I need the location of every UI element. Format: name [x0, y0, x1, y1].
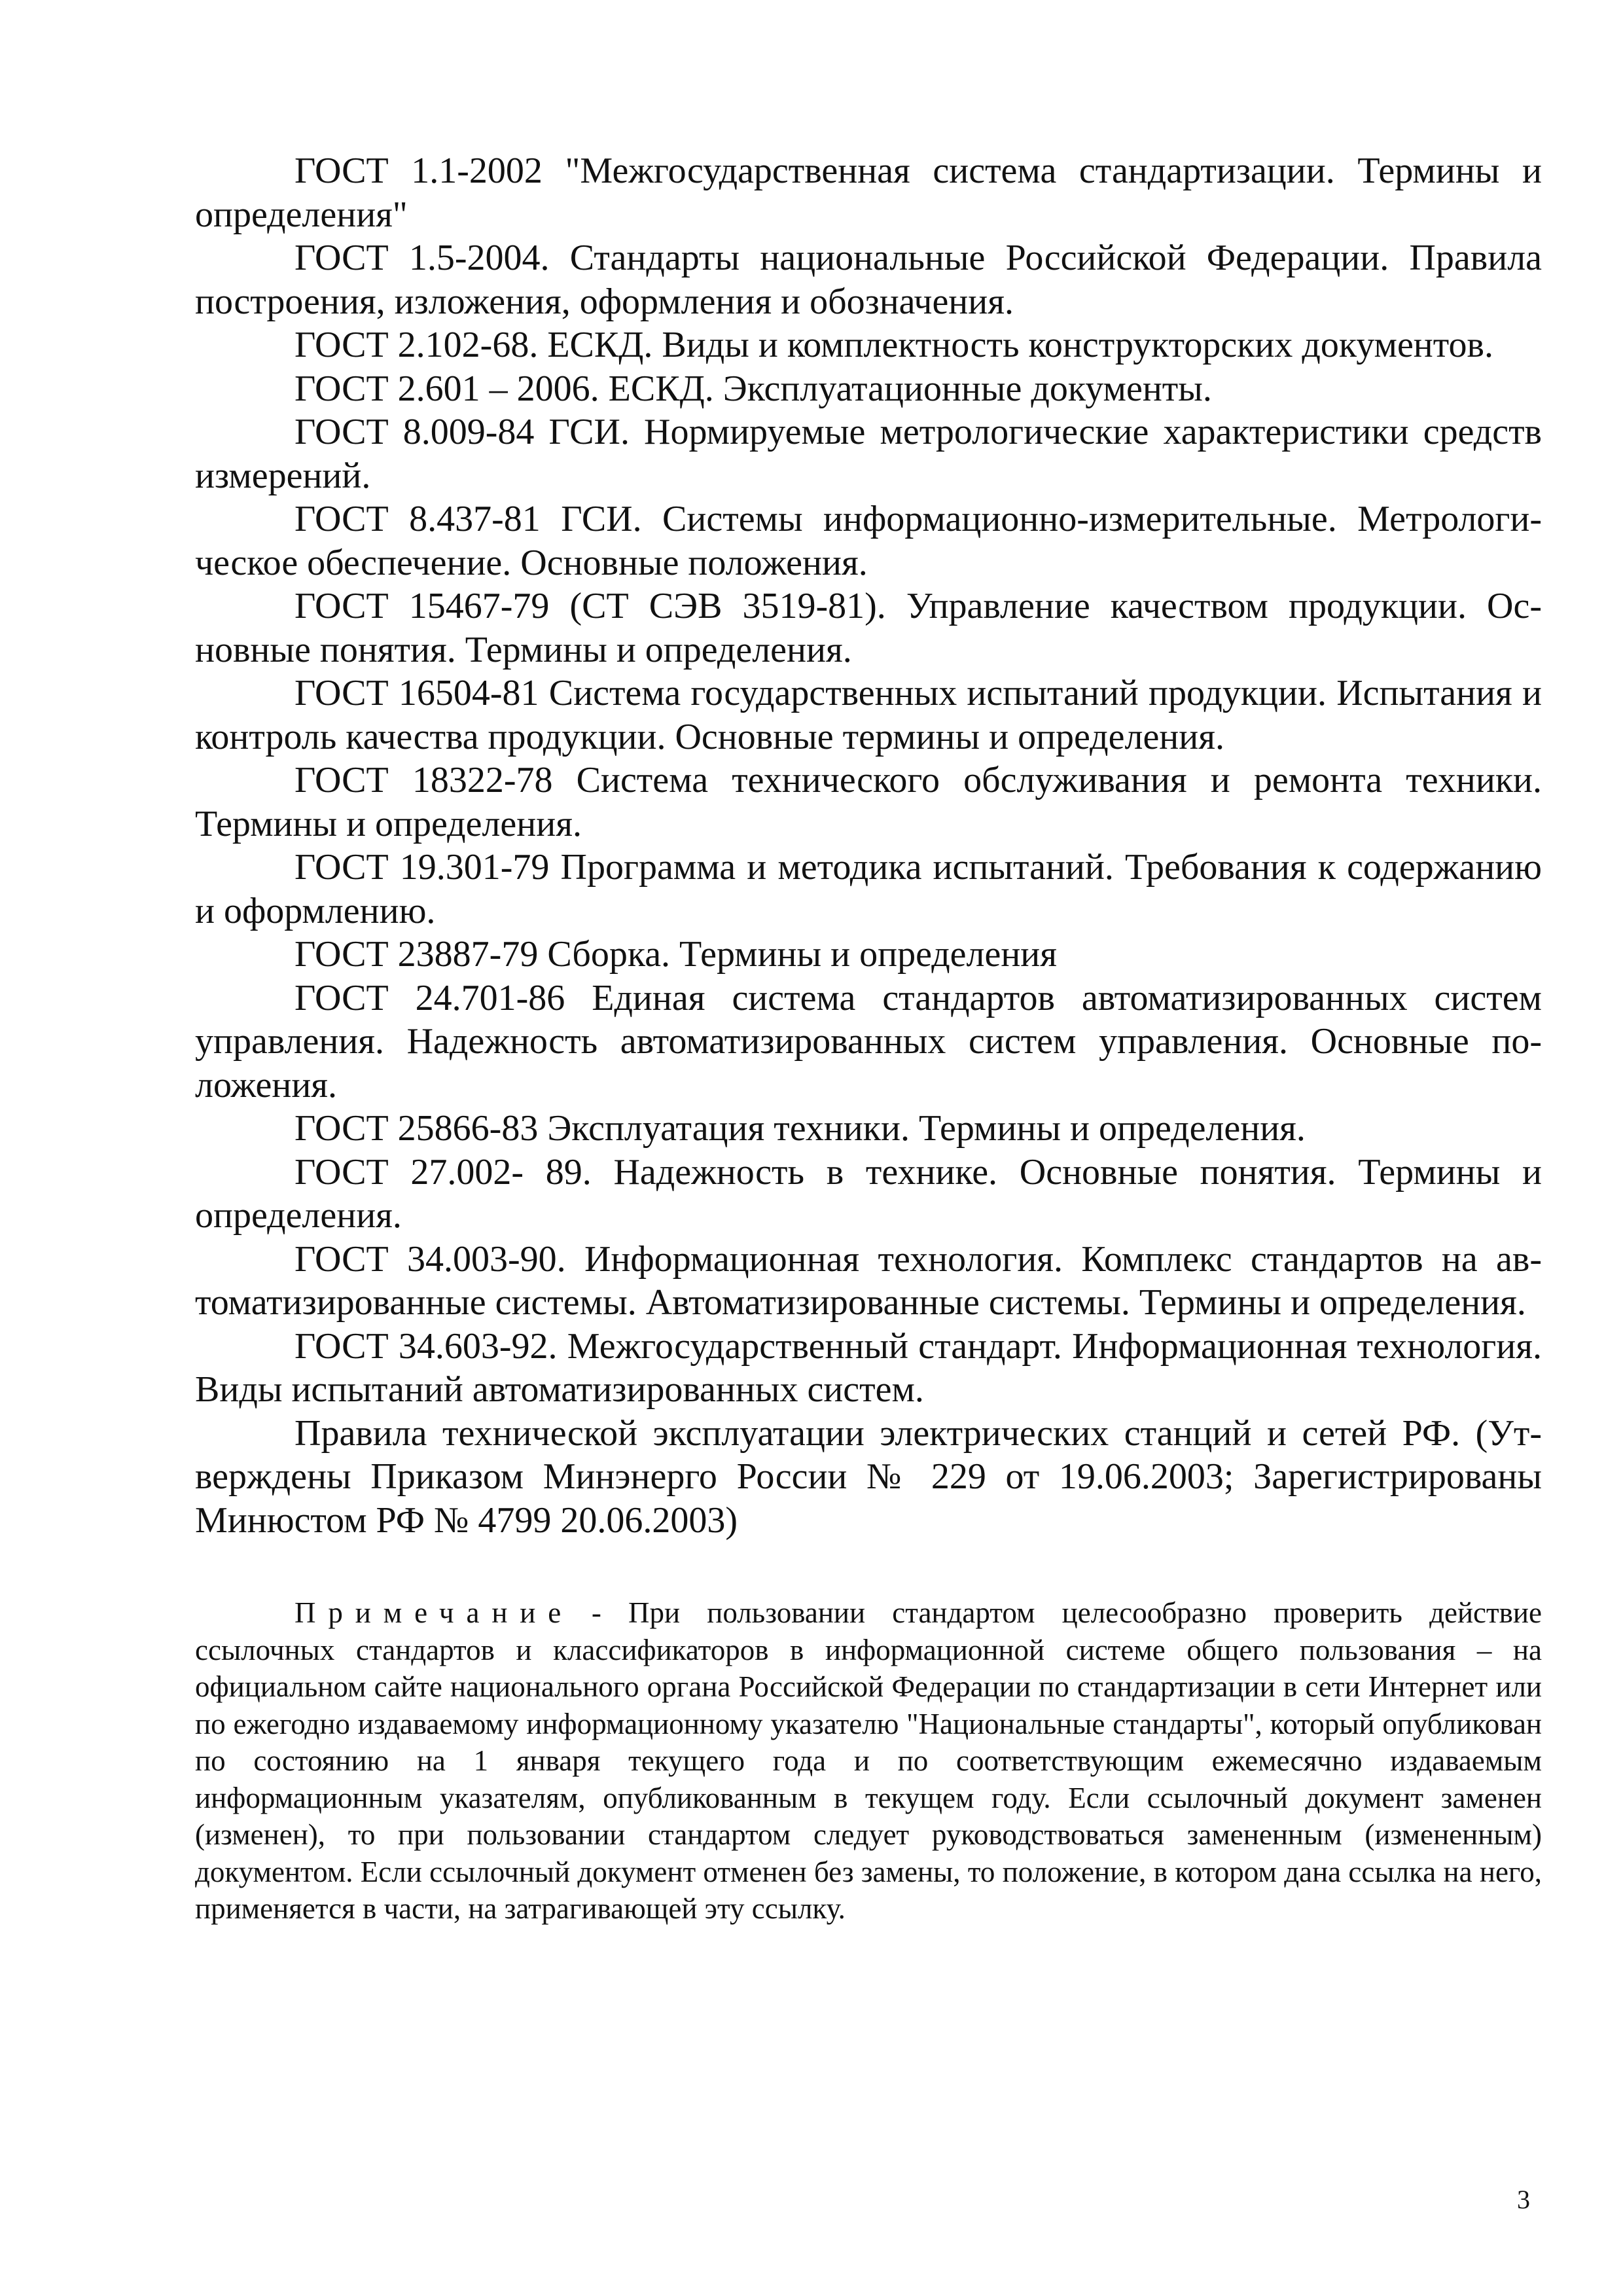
reference-power-rules: Правила технической эксплуатации электрических станций и сетей РФ. (Утверждены Приказом Минэнерго России № 229 от 19.06.2003; Зарегистрированы Минюстом РФ № 4799 20.06.2003)	[195, 1412, 1542, 1541]
reference-gost-2-102: ГОСТ 2.102-68. ЕСКД. Виды и комплектность конструкторских документов.	[294, 325, 1493, 365]
reference-gost-16504: ГОСТ 16504-81 Система государственных испытаний продукции. Испытания и контроль качества продукции. Основные термины и определения.	[195, 673, 1542, 757]
reference-gost-19-301: ГОСТ 19.301-79 Программа и методика испытаний. Требования к содержанию и оформлению.	[195, 847, 1542, 931]
reference-gost-8-437: ГОСТ 8.437-81 ГСИ. Системы информационно-измерительные. Метрологическое обеспечение. Основные положения.	[195, 499, 1542, 583]
reference-gost-34-003: ГОСТ 34.003-90. Информационная технология. Комплекс стандартов на автоматизированные системы. Автоматизированные системы. Термины и определения.	[195, 1238, 1542, 1323]
reference-gost-15467: ГОСТ 15467-79 (СТ СЭВ 3519-81). Управление качеством продукции. Основные понятия. Термины и определения.	[195, 586, 1542, 670]
reference-gost-27-002: ГОСТ 27.002- 89. Надежность в технике. Основные понятия. Термины и определения.	[195, 1151, 1542, 1236]
reference-gost-2-601: ГОСТ 2.601 – 2006. ЕСКД. Эксплуатационные документы.	[294, 368, 1212, 409]
reference-gost-18322: ГОСТ 18322-78 Система технического обслуживания и ремонта техники. Термины и определения.	[195, 760, 1542, 844]
reference-gost-1-1: ГОСТ 1.1-2002 "Межгосударственная система стандартизации. Термины и определения"	[195, 151, 1542, 235]
reference-gost-1-5: ГОСТ 1.5-2004. Стандарты национальные Российской Федерации. Правила построения, изложения, оформления и обозначения.	[195, 238, 1542, 322]
note-text: При пользовании стандартом целесообразно проверить действие ссылочных стандартов и классификаторов в информационной системе общего пользования – на официальном сайте национального органа Российской Федерации по стандартизации в сети Интернет или по ежегодно издаваемому информационному указателю "Национальные стандарты", который опубликован по состоянию на 1 января текущего года и по соответствующим ежемесячно издаваемым информационным указателям, опубликованным в текущем году. Если ссылочный документ заменен (изменен), то при пользовании стандартом следует руководствоваться замененным (измененным) документом. Если ссылочный документ отменен без замены, то положение, в котором дана ссылка на него, применяется в части, на затрагивающей эту ссылку.	[195, 1596, 1542, 1925]
note-label: Примечание	[294, 1596, 574, 1629]
reference-gost-34-603: ГОСТ 34.603-92. Межгосударственный стандарт. Информационная технология. Виды испытаний автоматизированных систем.	[195, 1325, 1542, 1410]
reference-gost-25866: ГОСТ 25866-83 Эксплуатация техники. Термины и определения.	[294, 1108, 1306, 1149]
reference-gost-23887: ГОСТ 23887-79 Сборка. Термины и определения	[294, 934, 1058, 975]
reference-gost-8-009: ГОСТ 8.009-84 ГСИ. Нормируемые метрологические характеристики средств измерений.	[195, 412, 1542, 496]
note-separator: -	[564, 1596, 628, 1629]
page-number: 3	[1517, 2185, 1530, 2214]
reference-gost-24-701: ГОСТ 24.701-86 Единая система стандартов автоматизированных систем управления. Надежность автоматизированных систем управления. Основные положения.	[195, 977, 1542, 1105]
note-paragraph	[195, 1594, 1542, 1928]
references-list	[195, 149, 1542, 1542]
page-content	[195, 149, 1542, 1928]
